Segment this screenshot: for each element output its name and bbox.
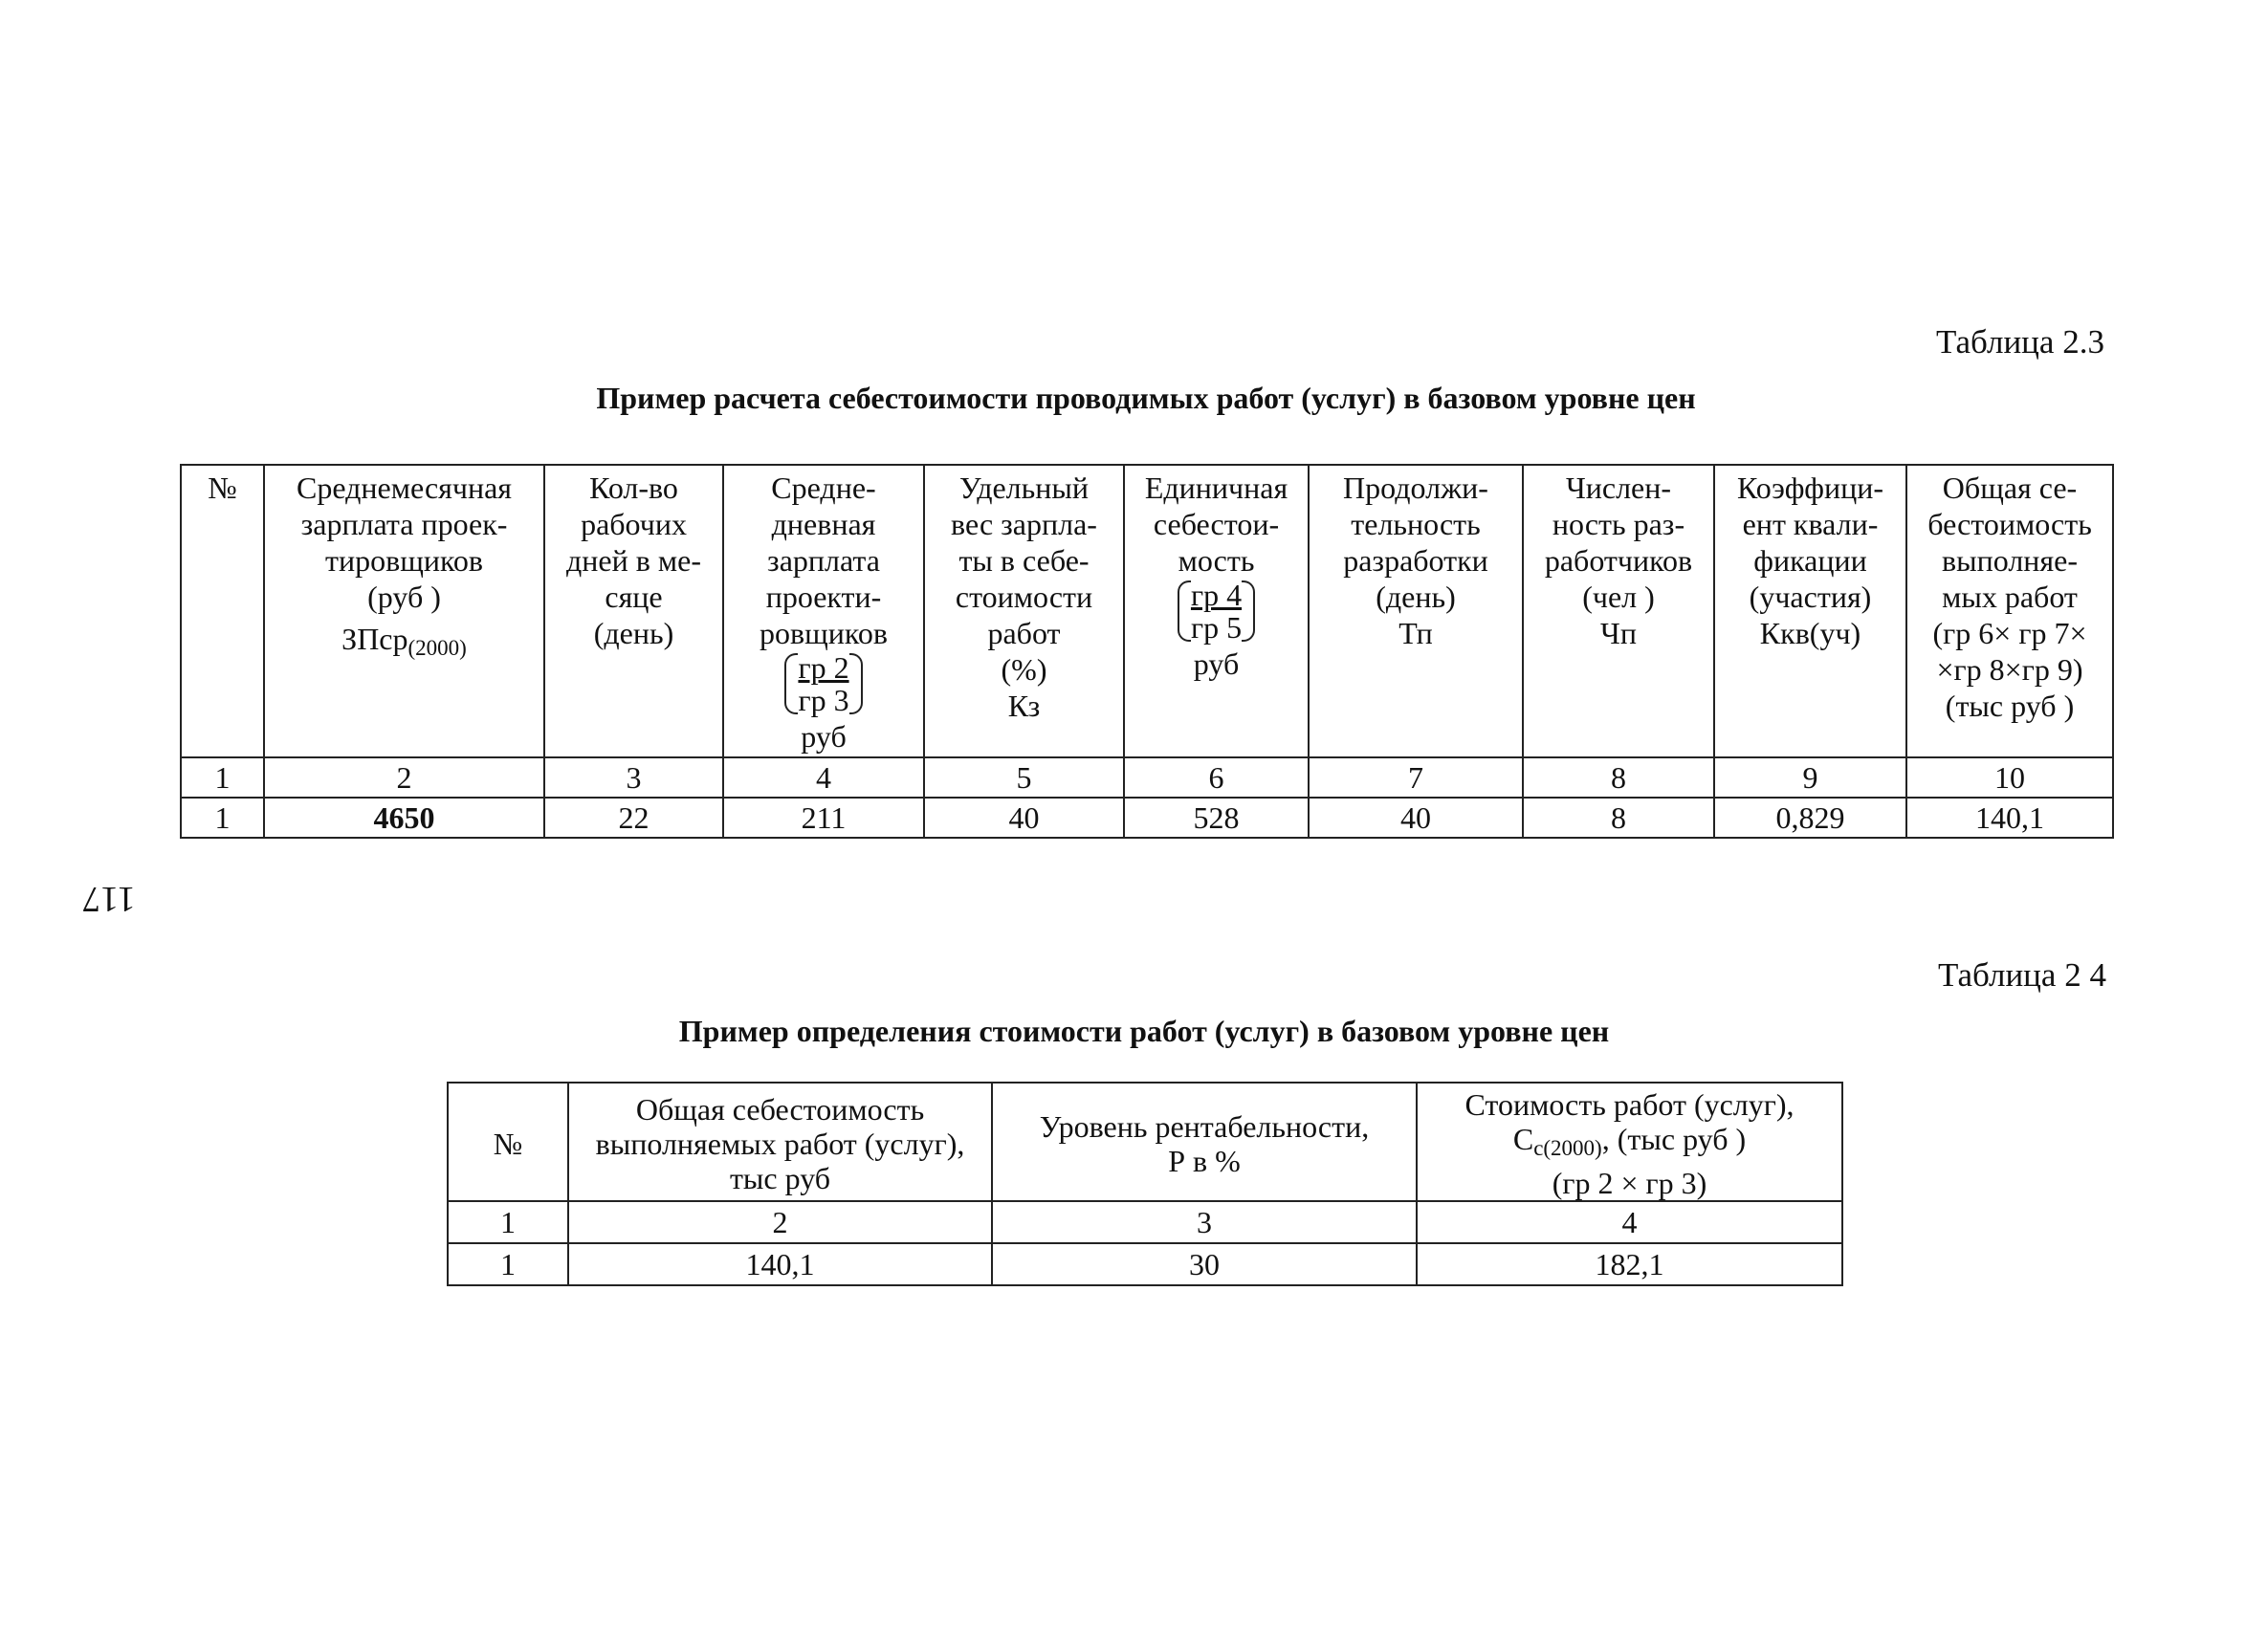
column-number: 7	[1309, 757, 1523, 798]
column-number: 1	[448, 1201, 568, 1243]
table-2-header-row	[448, 1083, 1842, 1201]
table-1-title: Пример расчета себестоимости проводимых работ (услуг) в базовом уровне цен	[596, 381, 1696, 415]
column-number: 3	[544, 757, 723, 798]
header-profitability-level: Уровень рентабельности, Р в %	[992, 1083, 1417, 1201]
avg-monthly-salary-cell: 4650	[264, 798, 544, 838]
cost-of-works-cell: 182,1	[1417, 1243, 1842, 1285]
duration-cell: 40	[1309, 798, 1523, 838]
unit-cost-cell: 528	[1124, 798, 1309, 838]
column-number: 10	[1906, 757, 2113, 798]
cost-of-works-table	[447, 1082, 1843, 1286]
header-unit-cost: Единичная себестои- мость $\frac{гр 4}{гр 5}$ руб	[1124, 465, 1309, 757]
cost-calculation-table	[180, 464, 2114, 839]
header-salary-share: Удельный вес зарпла- ты в себе- стоимости работ (%) Кз	[924, 465, 1124, 757]
total-cost-cell: 140,1	[568, 1243, 992, 1285]
table-1-label: Таблица 2.3	[1936, 323, 2104, 361]
column-number: 5	[924, 757, 1124, 798]
column-number: 2	[568, 1201, 992, 1243]
column-number: 6	[1124, 757, 1309, 798]
row-number-cell: 1	[448, 1243, 568, 1285]
profitability-level-cell: 30	[992, 1243, 1417, 1285]
formula-col2-div-col3: $\frac{гр 2}{гр 3}$	[784, 651, 862, 716]
header-total-cost: Общая се- бестоимость выполняе- мых работ (гр 6× гр 7× ×гр 8×гр 9) (тыс руб )	[1906, 465, 2113, 757]
header-qualification-coefficient: Коэффици- ент квали- фикации (участия) Ккв(уч)	[1714, 465, 1906, 757]
table-1-header-row	[181, 465, 2113, 757]
row-number-cell: 1	[181, 798, 264, 838]
working-days-cell: 22	[544, 798, 723, 838]
header-number: №	[181, 465, 264, 757]
avg-daily-salary-cell: 211	[723, 798, 924, 838]
header-total-cost: Общая себестоимость выполняемых работ (услуг), тыс руб	[568, 1083, 992, 1201]
formula-col4-div-col5: $\frac{гр 4}{гр 5}$	[1178, 579, 1255, 644]
table-2-data-row	[448, 1243, 1842, 1285]
salary-share-cell: 40	[924, 798, 1124, 838]
table-1-column-numbers-row	[181, 757, 2113, 798]
column-number: 4	[723, 757, 924, 798]
page-number: 117	[82, 879, 136, 919]
column-number: 2	[264, 757, 544, 798]
table-1-data-row	[181, 798, 2113, 838]
column-number: 1	[181, 757, 264, 798]
table-2-label: Таблица 2 4	[1938, 956, 2106, 994]
qualification-coefficient-cell: 0,829	[1714, 798, 1906, 838]
total-cost-cell: 140,1	[1906, 798, 2113, 838]
header-developers-count: Числен- ность раз- работчиков (чел ) Чп	[1523, 465, 1714, 757]
header-cost-of-works: Стоимость работ (услуг), $С_{с(2000)}$, (тыс руб ) (гр 2 × гр 3)	[1417, 1083, 1842, 1201]
table-2-title: Пример определения стоимости работ (услуг) в базовом уровне цен	[678, 1014, 1610, 1048]
header-duration: Продолжи- тельность разработки (день) Тп	[1309, 465, 1523, 757]
table-2-column-numbers-row	[448, 1201, 1842, 1243]
column-number: 8	[1523, 757, 1714, 798]
header-number: №	[448, 1083, 568, 1201]
header-working-days: Кол-во рабочих дней в ме- сяце (день)	[544, 465, 723, 757]
column-number: 4	[1417, 1201, 1842, 1243]
header-avg-monthly-salary: Среднемесячная зарплата проек- тировщиков (руб ) ЗПср$_{(2000)}$	[264, 465, 544, 757]
column-number: 9	[1714, 757, 1906, 798]
developers-count-cell: 8	[1523, 798, 1714, 838]
header-avg-daily-salary: Средне- дневная зарплата проекти- ровщиков $\frac{гр 2}{гр 3}$ руб	[723, 465, 924, 757]
column-number: 3	[992, 1201, 1417, 1243]
